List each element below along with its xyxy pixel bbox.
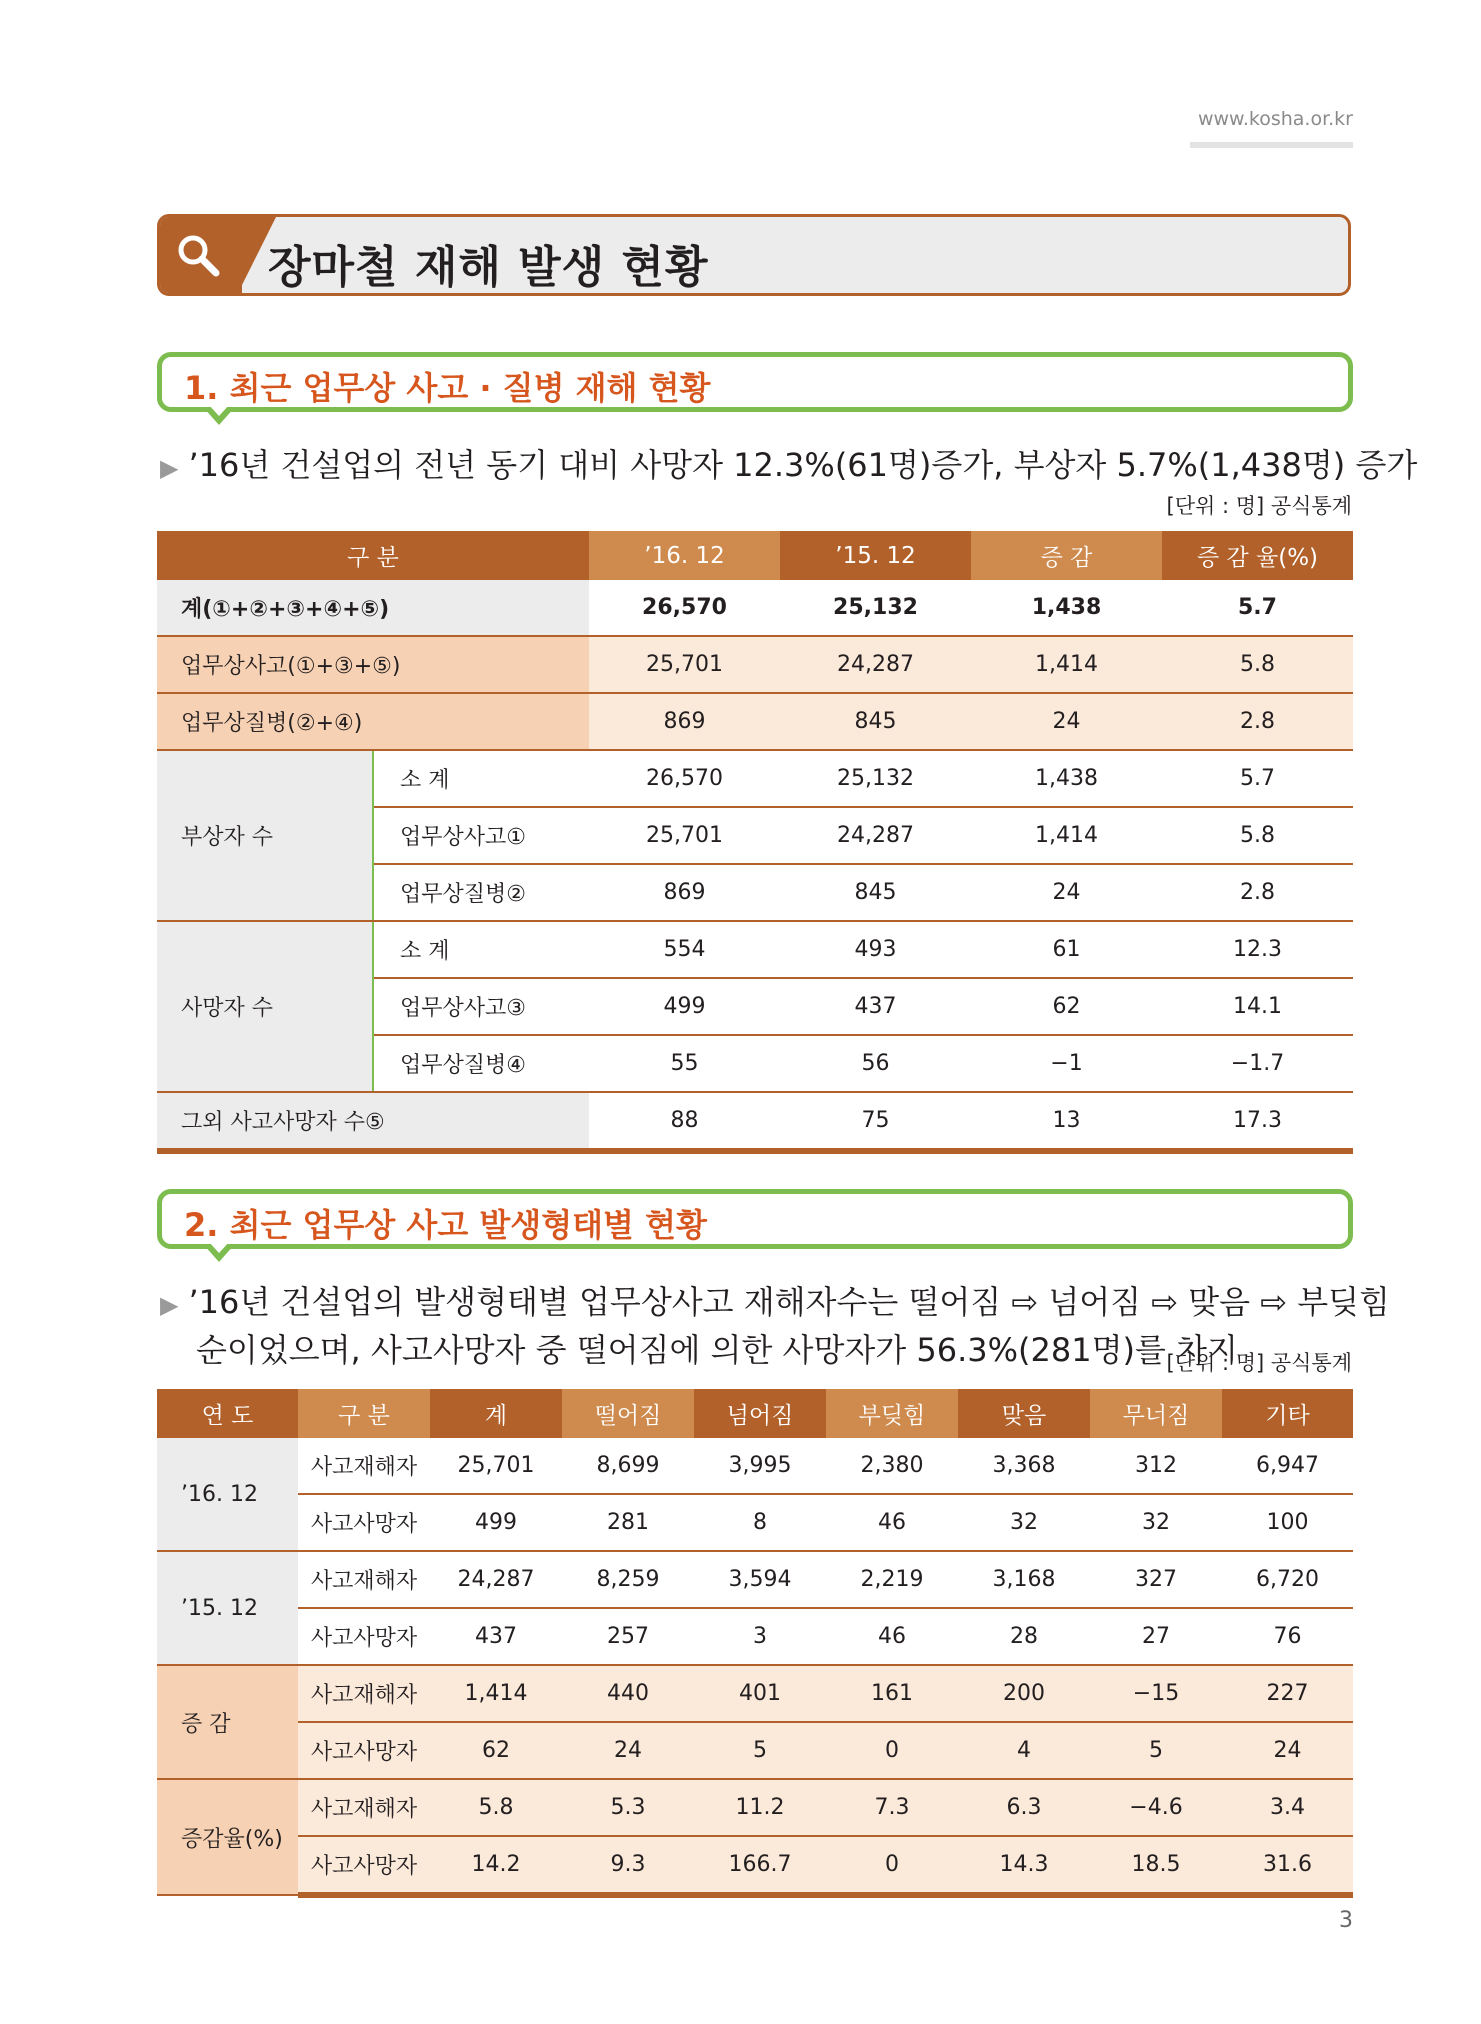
cell: 2,219	[826, 1551, 958, 1608]
cell: 25,132	[780, 750, 971, 807]
cell: 76	[1222, 1608, 1353, 1665]
cell: 200	[958, 1665, 1090, 1722]
cell: 2.8	[1162, 693, 1353, 750]
cell: 1,438	[971, 750, 1162, 807]
table-row	[157, 693, 1353, 750]
sub-label: 업무상사고①	[373, 807, 589, 864]
section-2-heading	[157, 1189, 1353, 1249]
sub-label: 소 계	[373, 921, 589, 978]
section-1-title: 1. 최근 업무상 사고 · 질병 재해 현황	[184, 369, 711, 407]
cell: 32	[958, 1494, 1090, 1551]
cell: 88	[589, 1092, 780, 1151]
cell: 62	[430, 1722, 562, 1779]
table-row	[157, 1551, 1353, 1608]
sub-label: 사고재해자	[298, 1438, 430, 1494]
sub-label: 사고재해자	[298, 1551, 430, 1608]
page-title-bar	[157, 214, 1351, 296]
cell: 437	[430, 1608, 562, 1665]
cell: 493	[780, 921, 971, 978]
row-label: 업무상질병(②+④)	[157, 693, 589, 750]
cell: 3	[694, 1608, 826, 1665]
section-1-summary-text: ’16년 건설업의 전년 동기 대비 사망자 12.3%(61명)증가, 부상자 5.7%(1,438명) 증가	[188, 446, 1418, 484]
cell: 281	[562, 1494, 694, 1551]
table-row	[157, 1438, 1353, 1494]
cell: 31.6	[1222, 1836, 1353, 1895]
cell: 5.3	[562, 1779, 694, 1836]
cell: 1,414	[971, 636, 1162, 693]
cell: 499	[430, 1494, 562, 1551]
cell: 6.3	[958, 1779, 1090, 1836]
table-row	[157, 1665, 1353, 1722]
header-change-rate: 증 감 율(%)	[1162, 531, 1353, 580]
page-number: 3	[1339, 1908, 1353, 1933]
section-1-summary	[160, 441, 1417, 492]
cell: 24	[971, 693, 1162, 750]
cell: 14.1	[1162, 978, 1353, 1035]
cell: 554	[589, 921, 780, 978]
cell: −1	[971, 1035, 1162, 1092]
cell: 3,594	[694, 1551, 826, 1608]
table-row	[157, 580, 1353, 636]
header-total: 계	[430, 1389, 562, 1438]
cell: 24,287	[780, 636, 971, 693]
cell: 61	[971, 921, 1162, 978]
header-2016: ’16. 12	[589, 531, 780, 580]
cell: 227	[1222, 1665, 1353, 1722]
cell: 6,720	[1222, 1551, 1353, 1608]
cell: 3,368	[958, 1438, 1090, 1494]
sub-label: 사고재해자	[298, 1665, 430, 1722]
cell: 845	[780, 864, 971, 921]
search-icon	[174, 231, 222, 279]
cell: 75	[780, 1092, 971, 1151]
sub-label: 사고재해자	[298, 1779, 430, 1836]
site-url: www.kosha.or.kr	[1197, 108, 1353, 130]
cell: 5.7	[1162, 750, 1353, 807]
cell: 24	[562, 1722, 694, 1779]
cell: 24,287	[780, 807, 971, 864]
cell: 5	[694, 1722, 826, 1779]
cell: 8	[694, 1494, 826, 1551]
cell: 12.3	[1162, 921, 1353, 978]
group-label: ’16. 12	[157, 1438, 298, 1551]
group-label: 증감율(%)	[157, 1779, 298, 1895]
cell: −4.6	[1090, 1779, 1222, 1836]
cell: 8,699	[562, 1438, 694, 1494]
cell: 3,995	[694, 1438, 826, 1494]
cell: 25,132	[780, 580, 971, 636]
table-row	[157, 636, 1353, 693]
cell: 14.2	[430, 1836, 562, 1895]
cell: 28	[958, 1608, 1090, 1665]
sub-label: 업무상질병②	[373, 864, 589, 921]
table-row	[157, 1836, 1353, 1895]
cell: 13	[971, 1092, 1162, 1151]
cell: 166.7	[694, 1836, 826, 1895]
table-header-row	[157, 531, 1353, 580]
cell: 56	[780, 1035, 971, 1092]
row-label: 그외 사고사망자 수⑤	[157, 1092, 589, 1151]
sub-label: 사고사망자	[298, 1722, 430, 1779]
cell: 312	[1090, 1438, 1222, 1494]
cell: 24	[1222, 1722, 1353, 1779]
section-2-summary-line-2: 순이었으며, 사고사망자 중 떨어짐에 의한 사망자가 56.3%(281명)를 차지	[196, 1331, 1238, 1369]
table-row	[157, 1779, 1353, 1836]
cell: 5.7	[1162, 580, 1353, 636]
sub-label: 사고사망자	[298, 1836, 430, 1895]
header-collapse: 무너짐	[1090, 1389, 1222, 1438]
cell: 257	[562, 1608, 694, 1665]
page-title: 장마철 재해 발생 현황	[268, 242, 709, 293]
cell: 0	[826, 1836, 958, 1895]
header-rule	[1190, 142, 1353, 148]
cell: 5	[1090, 1722, 1222, 1779]
cell: 18.5	[1090, 1836, 1222, 1895]
header-2015: ’15. 12	[780, 531, 971, 580]
header-trips: 넘어짐	[694, 1389, 826, 1438]
row-label: 업무상사고(①+③+⑤)	[157, 636, 589, 693]
cell: 32	[1090, 1494, 1222, 1551]
cell: 499	[589, 978, 780, 1035]
sub-label: 소 계	[373, 750, 589, 807]
cell: 24	[971, 864, 1162, 921]
header-falls: 떨어짐	[562, 1389, 694, 1438]
header-year: 연 도	[157, 1389, 298, 1438]
cell: 1,414	[430, 1665, 562, 1722]
cell: 3,168	[958, 1551, 1090, 1608]
section-2-unit: [단위 : 명] 공식통계	[1166, 1351, 1352, 1375]
header-category: 구 분	[157, 531, 589, 580]
cell: 46	[826, 1608, 958, 1665]
cell: 3.4	[1222, 1779, 1353, 1836]
cell: 46	[826, 1494, 958, 1551]
table-row	[157, 921, 1353, 978]
header-collisions: 부딪힘	[826, 1389, 958, 1438]
table-row	[157, 1608, 1353, 1665]
table-row	[157, 750, 1353, 807]
header-category: 구 분	[298, 1389, 430, 1438]
group-label: 증 감	[157, 1665, 298, 1779]
cell: 845	[780, 693, 971, 750]
cell: 25,701	[589, 807, 780, 864]
cell: 55	[589, 1035, 780, 1092]
cell: 5.8	[1162, 807, 1353, 864]
cell: 62	[971, 978, 1162, 1035]
cell: 869	[589, 864, 780, 921]
cell: 27	[1090, 1608, 1222, 1665]
cell: 11.2	[694, 1779, 826, 1836]
row-label: 계(①+②+③+④+⑤)	[157, 580, 589, 636]
sub-label: 사고사망자	[298, 1494, 430, 1551]
cell: 401	[694, 1665, 826, 1722]
section-1-heading	[157, 352, 1353, 412]
cell: 8,259	[562, 1551, 694, 1608]
table-header-row	[157, 1389, 1353, 1438]
triangle-bullet-icon: ▶	[160, 454, 179, 482]
group-label: 사망자 수	[157, 921, 373, 1092]
group-label: ’15. 12	[157, 1551, 298, 1665]
group-label: 부상자 수	[157, 750, 373, 921]
cell: 437	[780, 978, 971, 1035]
section-2-summary	[160, 1278, 1390, 1329]
cell: 25,701	[589, 636, 780, 693]
cell: 2.8	[1162, 864, 1353, 921]
cell: 26,570	[589, 580, 780, 636]
cell: 2,380	[826, 1438, 958, 1494]
cell: −1.7	[1162, 1035, 1353, 1092]
section-2-title: 2. 최근 업무상 사고 발생형태별 현황	[184, 1206, 707, 1244]
cell: 869	[589, 693, 780, 750]
cell: 6,947	[1222, 1438, 1353, 1494]
sub-label: 업무상질병④	[373, 1035, 589, 1092]
header-other: 기타	[1222, 1389, 1353, 1438]
header-change: 증 감	[971, 531, 1162, 580]
cell: 4	[958, 1722, 1090, 1779]
cell: 0	[826, 1722, 958, 1779]
cell: 1,438	[971, 580, 1162, 636]
cell: −15	[1090, 1665, 1222, 1722]
table-row	[157, 1494, 1353, 1551]
section-2-summary-line-1: ’16년 건설업의 발생형태별 업무상사고 재해자수는 떨어짐 ⇨ 넘어짐 ⇨ 맞음 ⇨ 부딪힘	[188, 1283, 1390, 1321]
header-struck-by: 맞음	[958, 1389, 1090, 1438]
triangle-bullet-icon: ▶	[160, 1291, 179, 1319]
section-1-unit: [단위 : 명] 공식통계	[1166, 494, 1352, 518]
cell: 24,287	[430, 1551, 562, 1608]
cell: 327	[1090, 1551, 1222, 1608]
table-row	[157, 1722, 1353, 1779]
cell: 7.3	[826, 1779, 958, 1836]
cell: 440	[562, 1665, 694, 1722]
cell: 14.3	[958, 1836, 1090, 1895]
cell: 9.3	[562, 1836, 694, 1895]
sub-label: 업무상사고③	[373, 978, 589, 1035]
cell: 1,414	[971, 807, 1162, 864]
cell: 5.8	[1162, 636, 1353, 693]
accident-type-table	[157, 1389, 1353, 1898]
cell: 161	[826, 1665, 958, 1722]
cell: 5.8	[430, 1779, 562, 1836]
cell: 26,570	[589, 750, 780, 807]
cell: 100	[1222, 1494, 1353, 1551]
injury-status-table	[157, 531, 1353, 1154]
sub-label: 사고사망자	[298, 1608, 430, 1665]
cell: 17.3	[1162, 1092, 1353, 1151]
cell: 25,701	[430, 1438, 562, 1494]
table-row	[157, 1092, 1353, 1151]
